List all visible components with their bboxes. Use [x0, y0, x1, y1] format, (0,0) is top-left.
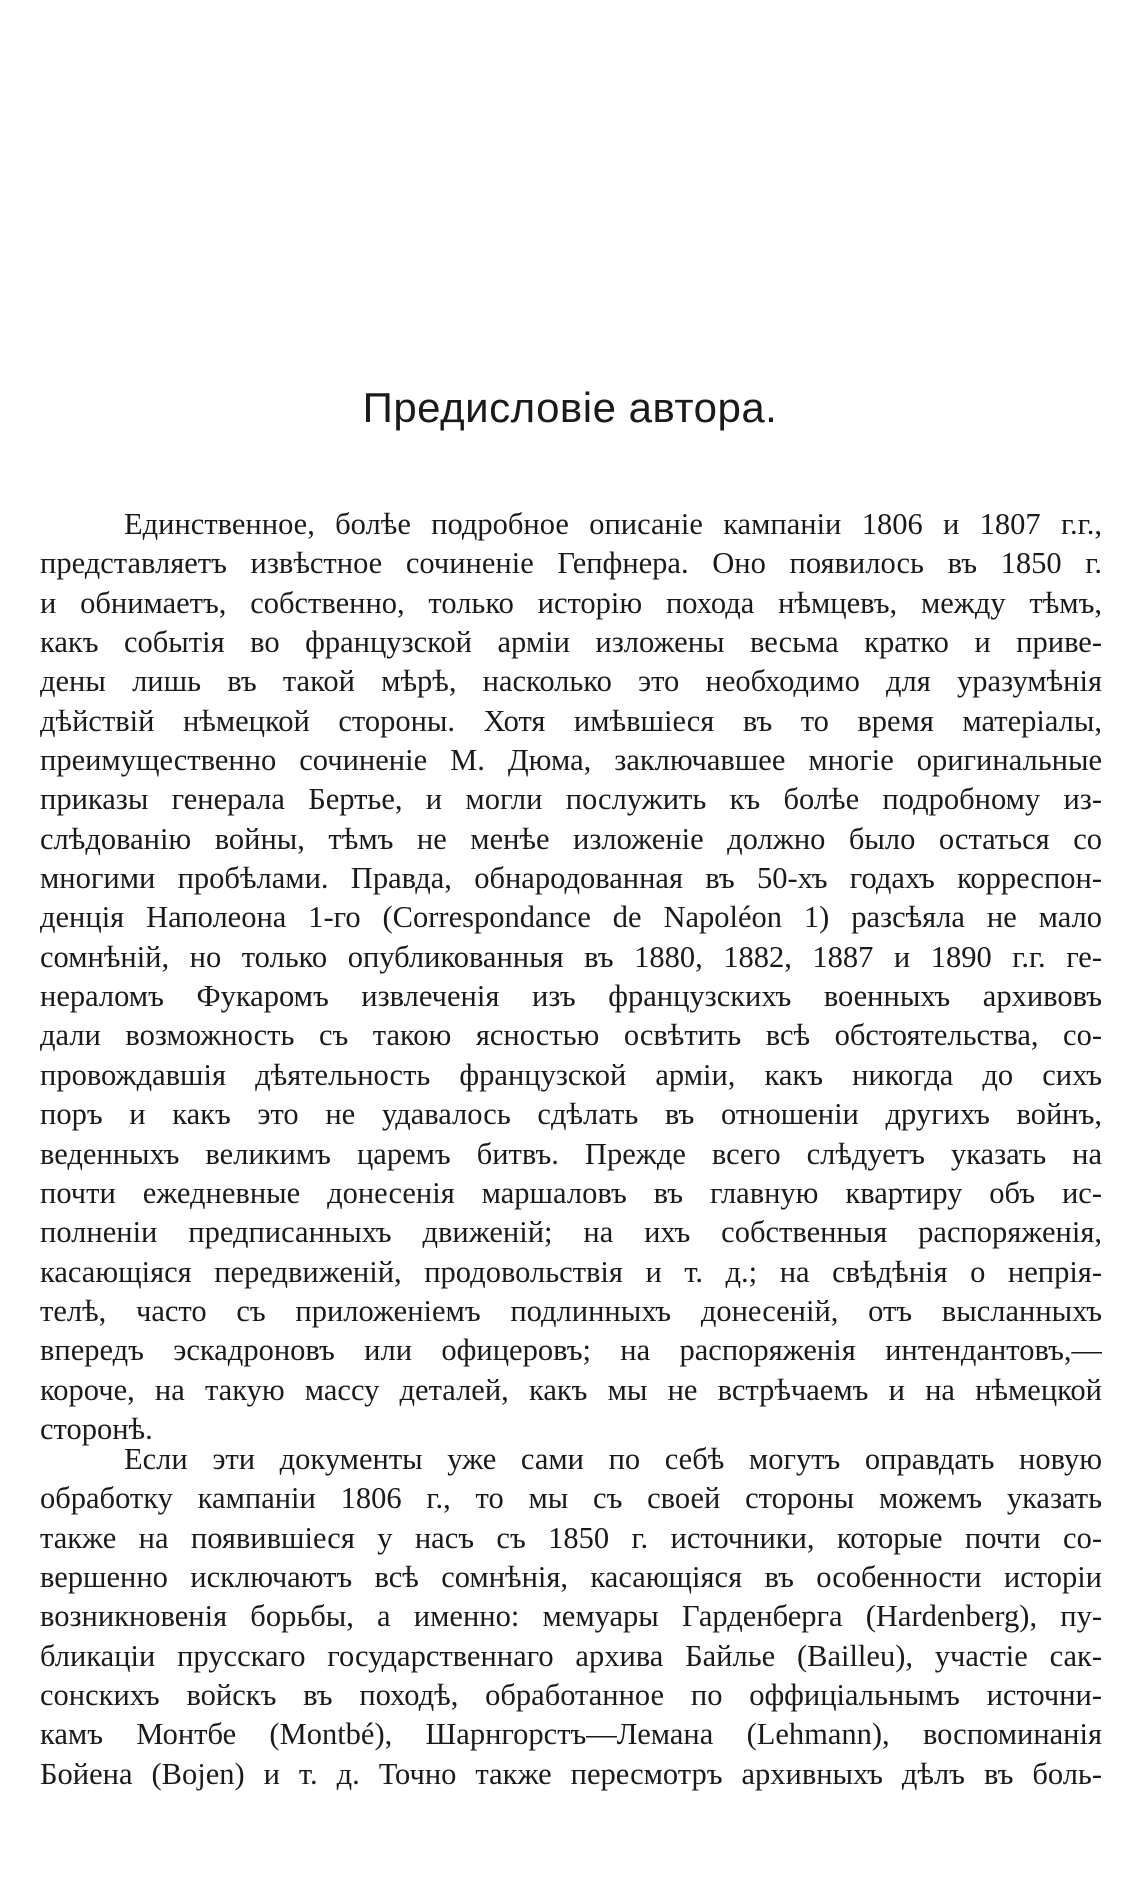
text-line: преимущественно сочиненіе М. Дюма, заключавшее многіе оригинальные — [40, 743, 1102, 778]
text-line: вершенно исключаютъ всѣ сомнѣнія, касающіяся въ особенности исторіи — [40, 1560, 1102, 1595]
text-line: сонскихъ войскъ въ походѣ, обработанное по оффиціальнымъ источни- — [40, 1678, 1102, 1713]
text-line: дѣйствій нѣмецкой стороны. Хотя имѣвшіеся въ то время матеріалы, — [40, 703, 1102, 738]
text-line: Единственное, болѣе подробное описаніе кампаніи 1806 и 1807 г.г., — [124, 507, 1102, 541]
text-line: какъ событія во французской арміи изложены весьма кратко и приве- — [40, 625, 1102, 660]
text-line: бликаціи прусскаго государственнаго архива Байлье (Bailleu), участіе сак- — [40, 1638, 1102, 1673]
text-line: почти ежедневные донесенія маршаловъ въ главную квартиру объ ис- — [40, 1175, 1102, 1210]
text-line: денція Наполеона 1-го (Correspondance de Napoléon 1) разсѣяла не мало — [40, 900, 1102, 935]
text-line: Бойена (Bojen) и т. д. Точно также пересмотръ архивныхъ дѣлъ въ боль- — [40, 1756, 1102, 1791]
text-line: сторонѣ. — [40, 1411, 153, 1446]
text-line: Если эти документы уже сами по себѣ могутъ оправдать новую — [124, 1442, 1102, 1476]
text-line: камъ Монтбе (Montbé), Шарнгорстъ—Лемана (Lehmann), воспоминанія — [40, 1717, 1102, 1752]
text-line: дали возможность съ такою ясностью освѣтить всѣ обстоятельства, со- — [40, 1018, 1102, 1053]
text-line: также на появившіеся у насъ съ 1850 г. источники, которые почти со- — [40, 1520, 1102, 1555]
text-line: впередъ эскадроновъ или офицеровъ; на распоряженія интендантовъ,— — [40, 1333, 1102, 1368]
text-line: поръ и какъ это не удавалось сдѣлать въ отношеніи другихъ войнъ, — [40, 1097, 1102, 1132]
text-line: телѣ, часто съ приложеніемъ подлинныхъ донесеній, отъ высланныхъ — [40, 1293, 1102, 1328]
text-line: касающіяся передвиженій, продовольствія и т. д.; на свѣдѣнія о непрія- — [40, 1254, 1102, 1289]
text-line: короче, на такую массу деталей, какъ мы не встрѣчаемъ и на нѣмецкой — [40, 1372, 1102, 1407]
page-title: Предисловіе автора. — [362, 384, 778, 431]
text-line: возникновенія борьбы, а именно: мемуары Гарденберга (Hardenberg), пу- — [40, 1599, 1102, 1634]
paragraph-2 — [40, 1440, 1102, 1794]
text-line: провождавшія дѣятельность французской арміи, какъ никогда до сихъ — [40, 1057, 1102, 1092]
text-line: дены лишь въ такой мѣрѣ, насколько это необходимо для уразумѣнія — [40, 664, 1102, 699]
text-line: веденныхъ великимъ царемъ битвъ. Прежде всего слѣдуетъ указать на — [40, 1136, 1102, 1171]
text-line: приказы генерала Бертье, и могли послужить къ болѣе подробному из- — [40, 782, 1102, 817]
text-line: слѣдованію войны, тѣмъ не менѣе изложеніе должно было остаться со — [40, 821, 1102, 856]
text-line: обработку кампаніи 1806 г., то мы съ своей стороны можемъ указать — [40, 1481, 1102, 1516]
text-line: нераломъ Фукаромъ извлеченія изъ французскихъ военныхъ архивовъ — [40, 979, 1102, 1014]
text-line: представляетъ извѣстное сочиненіе Гепфнера. Оно появилось въ 1850 г. — [40, 546, 1102, 581]
text-line: многими пробѣлами. Правда, обнародованная въ 50-хъ годахъ корреспон- — [40, 861, 1102, 896]
text-line: сомнѣній, но только опубликованныя въ 1880, 1882, 1887 и 1890 г.г. ге- — [40, 939, 1102, 974]
paragraph-1 — [40, 505, 1102, 1449]
text-line: полненіи предписанныхъ движеній; на ихъ собственныя распоряженія, — [40, 1215, 1102, 1250]
text-line: и обнимаетъ, собственно, только исторію похода нѣмцевъ, между тѣмъ, — [40, 585, 1102, 620]
